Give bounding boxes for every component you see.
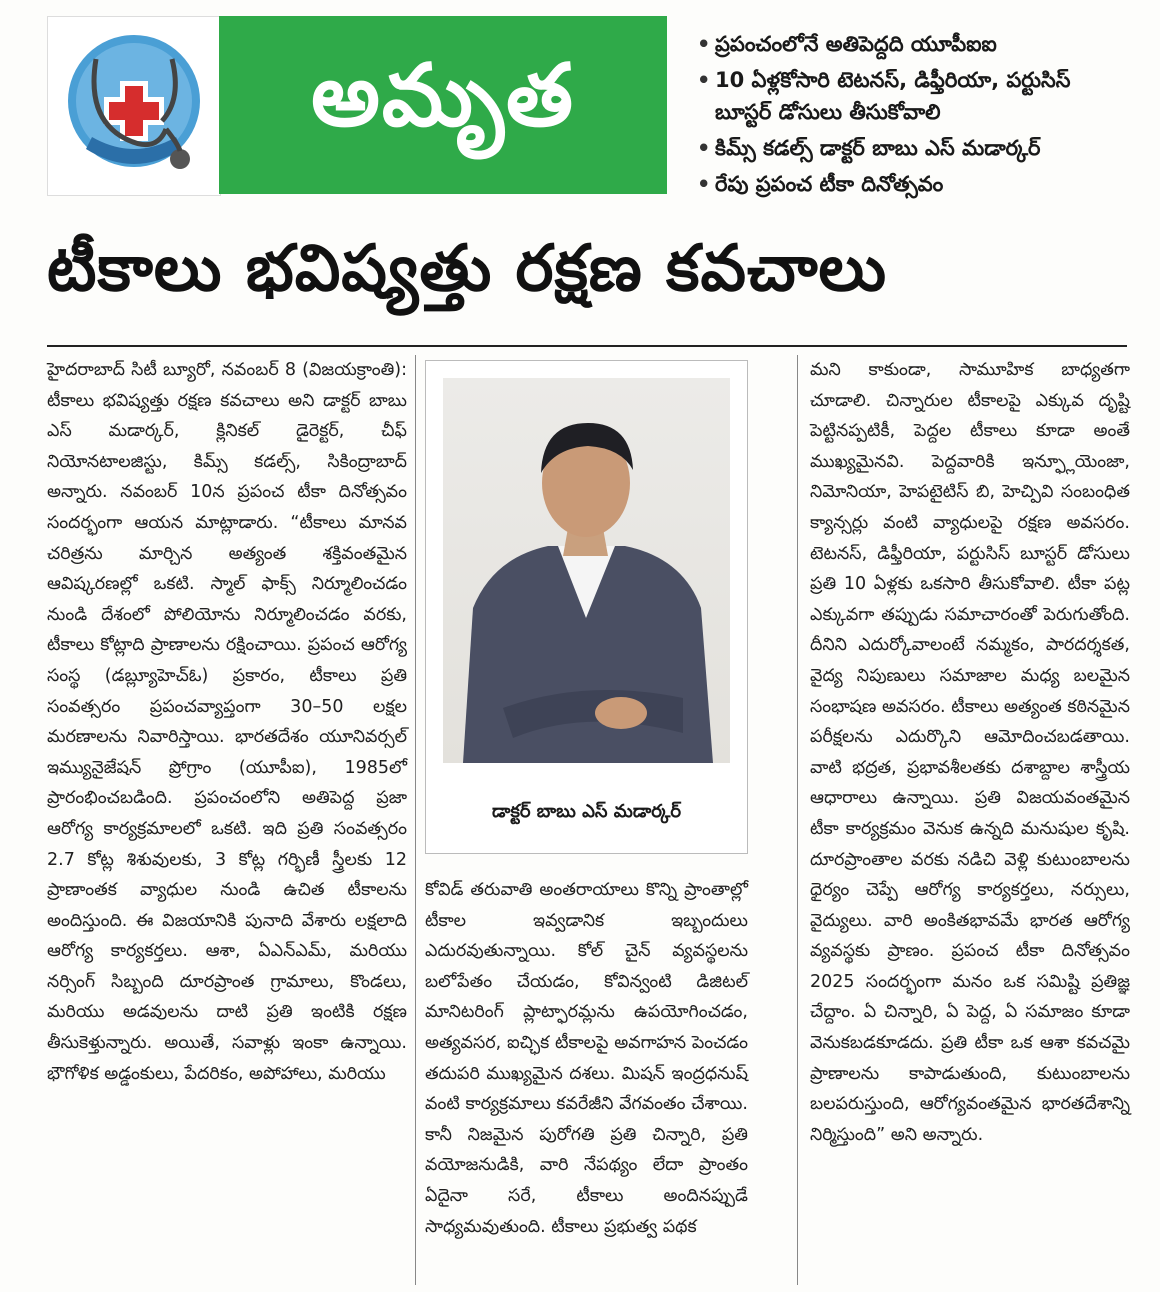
article-column-3: మని కాకుండా, సామూహిక బాధ్యతగా చూడాలి. చిన్నారుల టీకాలపై ఎక్కువ దృష్టి పెట్టినప్పటికీ, పెద్దల టీకాలు కూడా అంతే ముఖ్యమైనవి. పెద్దవారికి ఇన్ఫ్లూయెంజా, నిమోనియా, హెపటైటిస్ బి, హెచ్పివి సంబంధిత క్యాన్సర్లు వంటి వ్యాధులపై రక్షణ అవసరం. టెటనస్, డిఫ్తీరియా, పర్టుసిస్ బూస్టర్ డోసులు ప్రతి 10 ఏళ్లకు ఒకసారి తీసుకోవాలి. టీకా పట్ల ఎక్కువగా తప్పుడు సమాచారంతో పెరుగుతోంది. దీనిని ఎదుర్కోవాలంటే నమ్మకం, పారదర్శకత, వైద్య నిపుణులు సమాజాల మధ్య బలమైన సంభాషణ అవసరం. టీకాలు అత్యంత కఠినమైన పరీక్షలను ఎదుర్కొని ఆమోదించబడతాయి. వాటి భద్రత, ప్రభావశీలతకు దశాబ్దాల శాస్త్రీయ ఆధారాలు ఉన్నాయి. ప్రతి విజయవంతమైన టీకా కార్యక్రమం వెనుక ఉన్నది మనుషుల కృషి. దూరప్రాంతాల వరకు నడిచి వెళ్లి కుటుంబాలను ధైర్యం చెప్పే ఆరోగ్య కార్యకర్తలు, నర్సులు, వైద్యులు. వారి అంకితభావమే భారత ఆరోగ్య వ్యవస్థకు ప్రాణం. ప్రపంచ టీకా దినోత్సవం 2025 సందర్భంగా మనం ఒక సమిష్టి ప్రతిజ్ఞ చేద్దాం. ఏ చిన్నారి, ఏ పెద్ద, ఏ సమాజం కూడా వెనుకబడకూడదు. ప్రతి టీకా ఒక ఆశా కవచమై ప్రాణాలను కాపాడుతుంది, కుటుంబాలను బలపరుస్తుంది, ఆరోగ్యవంతమైన భారతదేశాన్ని నిర్మిస్తుంది” అని అన్నారు. bbox=[810, 360, 1130, 1145]
photo-frame bbox=[425, 360, 748, 854]
logo bbox=[47, 16, 221, 196]
brand-band bbox=[219, 16, 667, 194]
photo-caption: డాక్టర్ బాబు ఎస్ మడార్కర్ bbox=[491, 801, 682, 822]
highlight-item: • ప్రపంచంలోనే అతిపెద్దది యూపీఐఐ bbox=[697, 28, 1127, 60]
highlight-item: • కిమ్స్ కడల్స్ డాక్టర్ బాబు ఎస్ మడార్కర్ bbox=[697, 132, 1127, 164]
person-silhouette-icon bbox=[443, 378, 730, 763]
column-divider bbox=[415, 355, 416, 1285]
highlight-item: • 10 ఏళ్లకోసారి టెటనస్, డిఫ్తీరియా, పర్టుసిస్ బూస్టర్ డోసులు తీసుకోవాలి bbox=[697, 64, 1127, 128]
article-column-1: హైదరాబాద్ సిటీ బ్యూరో, నవంబర్ 8 (విజయక్రాంతి): టీకాలు భవిష్యత్తు రక్షణ కవచాలు అని డాక్టర్ బాబు ఎస్ మడార్కర్, క్లినికల్ డైరెక్టర్, చీఫ్ నియోనటాలజిస్టు, కిమ్స్ కడల్స్, సికింద్రాబాద్ అన్నారు. నవంబర్ 10న ప్రపంచ టీకా దినోత్సవం సందర్భంగా ఆయన మాట్లాడారు. “టీకాలు మానవ చరిత్రను మార్చిన అత్యంత శక్తివంతమైన ఆవిష్కరణల్లో ఒకటి. స్మాల్ ఫాక్స్ నిర్మూలించడం నుండి దేశంలో పోలియోను నిర్మూలించడం వరకు, టీకాలు కోట్లాది ప్రాణాలను రక్షించాయి. ప్రపంచ ఆరోగ్య సంస్థ (డబ్ల్యూహెచ్ఓ) ప్రకారం, టీకాలు ప్రతి సంవత్సరం ప్రపంచవ్యాప్తంగా 30–50 లక్షల మరణాలను నివారిస్తాయి. భారతదేశం యూనివర్సల్ ఇమ్యునైజేషన్ ప్రోగ్రాం (యూపీఐ), 1985లో ప్రారంభించబడింది. ప్రపంచంలోని అతిపెద్ద ప్రజా ఆరోగ్య కార్యక్రమాలలో ఒకటి. ఇది ప్రతి సంవత్సరం 2.7 కోట్ల శిశువులకు, 3 కోట్ల గర్భిణీ స్త్రీలకు 12 ప్రాణాంతక వ్యాధుల నుండి ఉచిత టీకాలను అందిస్తుంది. ఈ విజయానికి పునాది వేశారు లక్షలాది ఆరోగ్య కార్యకర్తలు. ఆశా, ఏఎన్ఎమ్, మరియు నర్సింగ్ సిబ్బంది దూరప్రాంత గ్రామాలు, కొండలు, మరియు అడవులను దాటి ప్రతి ఇంటికి రక్షణ తీసుకెళ్తున్నారు. అయితే, సవాళ్లు ఇంకా ఉన్నాయి. భౌగోళిక అడ్డంకులు, పేదరికం, అపోహాలు, మరియు bbox=[47, 360, 407, 1084]
headline: టీకాలు భవిష్యత్తు రక్షణ కవచాలు bbox=[47, 232, 888, 306]
highlights-list bbox=[697, 28, 1127, 204]
highlight-item: • రేపు ప్రపంచ టీకా దినోత్సవం bbox=[697, 168, 1127, 200]
stethoscope-logo-icon bbox=[56, 29, 212, 185]
article-column-2: కోవిడ్ తరువాతి అంతరాయాలు కొన్ని ప్రాంతాల్లో టీకాల ఇవ్వడానిక ఇబ్బందులు ఎదురవుతున్నాయి. కోల్ చైన్ వ్యవస్థలను బలోపేతం చేయడం, కోవిన్వంటి డిజిటల్ మానిటరింగ్ ప్లాట్ఫారమ్లను ఉపయోగించడం, అత్యవసర, ఐచ్ఛిక టీకాలపై అవగాహన పెంచడం తదుపరి ముఖ్యమైన దశలు. మిషన్ ఇంద్రధనుష్ వంటి కార్యక్రమాలు కవరేజీని వేగవంతం చేశాయి. కానీ నిజమైన పురోగతి ప్రతి చిన్నారి, ప్రతి వయోజనుడికి, వారి నేపథ్యం లేదా ప్రాంతం ఏదైనా సరే, టీకాలు అందినప్పుడే సాధ్యమవుతుంది. టీకాలు ప్రభుత్వ పథక bbox=[425, 880, 748, 1237]
doctor-portrait bbox=[443, 378, 730, 763]
section-header bbox=[47, 16, 667, 194]
brand-title: అమృత bbox=[311, 46, 575, 146]
column-divider bbox=[797, 355, 798, 1285]
divider bbox=[47, 345, 1127, 347]
